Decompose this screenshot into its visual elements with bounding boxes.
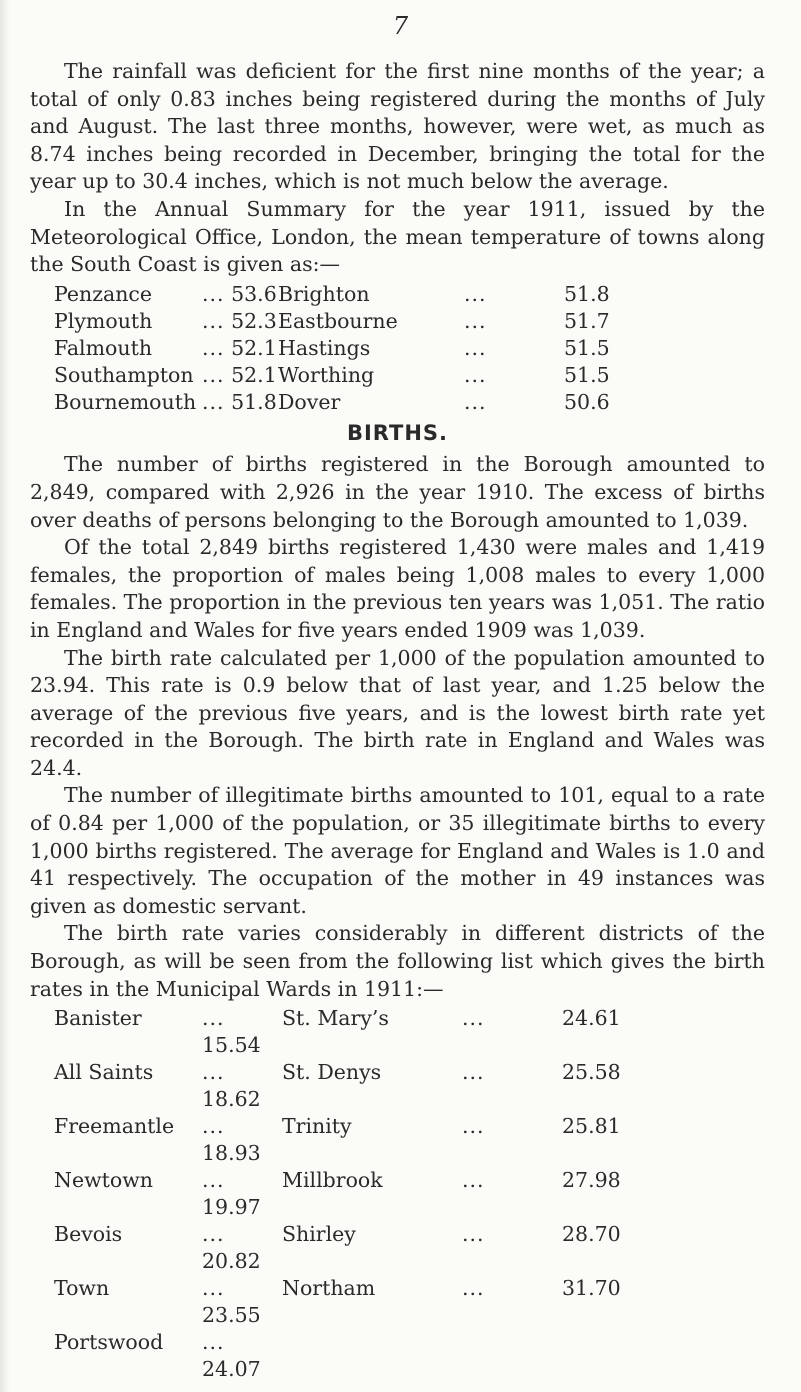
paragraph-wards-intro: The birth rate varies considerably in different districts of the Borough, as will be seen from the following list which gives the birth rates in the Municipal Wards in 1911:— — [30, 921, 765, 1001]
town-name: Southampton — [54, 362, 194, 387]
ward-name: St. Mary’s — [282, 1006, 389, 1031]
ward-rate — [562, 1329, 632, 1383]
ward-name — [282, 1329, 462, 1383]
ward-name: Newtown — [54, 1168, 153, 1193]
leader-dots: ... — [462, 1060, 485, 1085]
town-name: Eastbourne — [278, 308, 398, 333]
ward-name: Banister — [54, 1006, 142, 1031]
temperature-value: ... 51.8 — [202, 389, 277, 414]
ward-rate: ... 20.82 — [202, 1222, 261, 1274]
ward-name: Shirley — [282, 1222, 356, 1247]
paragraph-sex-ratio: Of the total 2,849 births registered 1,430 were males and 1,419 females, the proportion of males being 1,008 males to every 1,000 females. The proportion in the previous ten years was 1,051. The ratio in England and Wales for five years ended 1909 was 1,039. — [30, 535, 765, 642]
leader-dots: ... — [462, 1168, 485, 1193]
page-number: 7 — [392, 12, 409, 40]
temperature-value: ... 53.6 — [202, 281, 277, 306]
leader-dots: ... — [462, 1222, 485, 1247]
leader-dots: ... — [464, 308, 487, 333]
leader-dots: ... — [462, 1006, 485, 1031]
temperature-value: 51.7 — [564, 308, 610, 333]
town-name: Brighton — [278, 281, 370, 306]
body-text — [30, 58, 765, 1383]
leader-dots: ... — [462, 1276, 485, 1301]
paragraph-births-total: The number of births registered in the Borough amounted to 2,849, compared with 2,926 in the year 1910. The excess of births over deaths of persons belonging to the Borough amounted to 1,039. — [30, 452, 765, 532]
temperature-value: ... 52.3 — [202, 308, 277, 333]
town-name: Falmouth — [54, 335, 153, 360]
ward-name: Millbrook — [282, 1168, 383, 1193]
ward-rate: 31.70 — [562, 1276, 621, 1301]
ward-rate: 28.70 — [562, 1222, 621, 1247]
ward-rate: ... 18.93 — [202, 1114, 261, 1166]
ward-name: Bevois — [54, 1222, 123, 1247]
ward-rate: 24.61 — [562, 1006, 621, 1031]
town-name: Penzance — [54, 281, 153, 306]
ward-name: St. Denys — [282, 1060, 382, 1085]
ward-name: All Saints — [54, 1060, 154, 1085]
temperature-value: 51.5 — [564, 362, 610, 387]
temperature-value: 51.5 — [564, 335, 610, 360]
empty-cell — [462, 1329, 562, 1383]
ward-name: Northam — [282, 1276, 376, 1301]
section-heading-births: BIRTHS. — [346, 420, 449, 445]
leader-dots: ... — [464, 389, 487, 414]
temperature-value: ... 52.1 — [202, 362, 277, 387]
ward-name: Portswood — [54, 1330, 164, 1355]
ward-rate: 27.98 — [562, 1168, 621, 1193]
paragraph-illegitimate-births: The number of illegitimate births amounted to 101, equal to a rate of 0.84 per 1,000 of the population, or 35 illegitimate births to every 1,000 births registered. The average for England and Wales is 1.0 and 41 respectively. The occupation of the mother in 49 instances was given as domestic servant. — [30, 783, 765, 918]
paragraph-rainfall: The rainfall was deficient for the first nine months of the year; a total of only 0.83 inches being registered during the months of July and August. The last three months, however, were wet, as much as 8.74 inches being recorded in December, bringing the total for the year up to 30.4 inches, which is not much below the average. — [30, 59, 765, 194]
ward-rate: ... 19.97 — [202, 1168, 261, 1220]
leader-dots: ... — [462, 1114, 485, 1139]
ward-birth-rate-table — [54, 1005, 765, 1383]
town-name: Bournemouth — [54, 389, 197, 414]
ward-name: Trinity — [282, 1114, 352, 1139]
town-name: Plymouth — [54, 308, 153, 333]
ward-name: Freemantle — [54, 1114, 175, 1139]
ward-name: Town — [54, 1276, 110, 1301]
temperature-value: 50.6 — [564, 389, 610, 414]
ward-rate: ... 15.54 — [202, 1006, 261, 1058]
paragraph-birth-rate: The birth rate calculated per 1,000 of the population amounted to 23.94. This rate is 0.9 below that of last year, and 1.25 below the average of the previous five years, and is the lowest birth rate yet recorded in the Borough. The birth rate in England and Wales was 24.4. — [30, 645, 765, 780]
ward-rate: 25.58 — [562, 1060, 621, 1085]
town-name: Dover — [278, 389, 341, 414]
town-name: Worthing — [278, 362, 375, 387]
paragraph-temperature-summary: In the Annual Summary for the year 1911, issued by the Meteorological Office, London, the mean temperature of towns along the South Coast is given as:— — [30, 196, 765, 277]
leader-dots: ... — [464, 362, 487, 387]
temperature-table — [54, 281, 765, 416]
ward-rate: 25.81 — [562, 1114, 621, 1139]
page-spine-shadow — [0, 0, 10, 1392]
ward-rate: ... 18.62 — [202, 1060, 261, 1112]
ward-rate: ... 24.07 — [202, 1330, 261, 1382]
temperature-value: ... 52.1 — [202, 335, 277, 360]
leader-dots: ... — [464, 335, 487, 360]
town-name: Hastings — [278, 335, 371, 360]
ward-rate: ... 23.55 — [202, 1276, 261, 1328]
leader-dots: ... — [464, 281, 487, 306]
temperature-value: 51.8 — [564, 281, 610, 306]
